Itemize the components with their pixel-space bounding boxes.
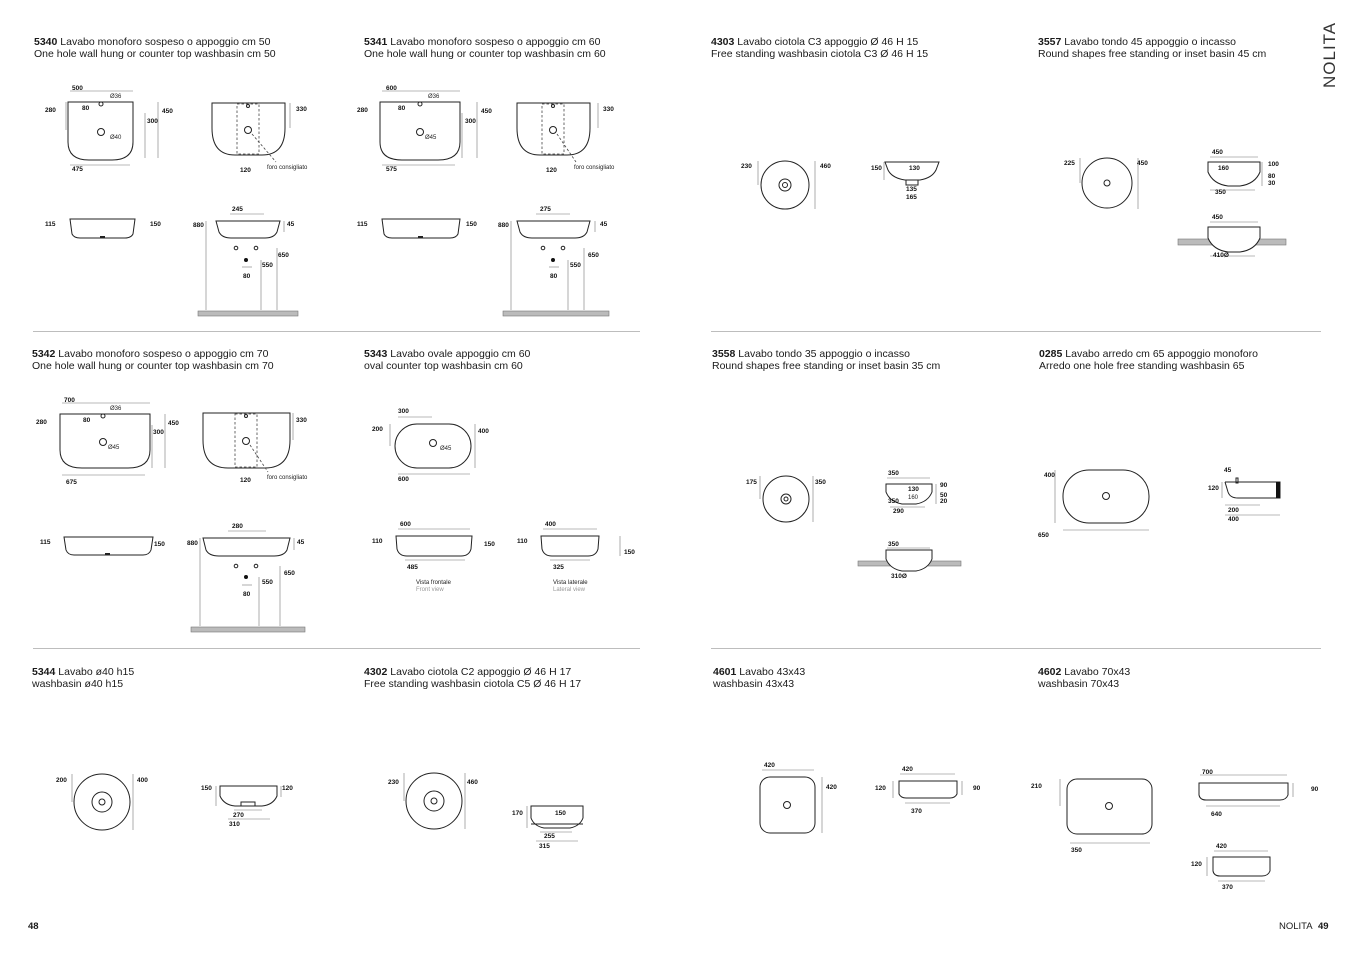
dim: 45 — [600, 221, 608, 228]
dim: 420 — [764, 762, 775, 769]
dim: 45 — [287, 221, 295, 228]
dim: 200 — [1228, 507, 1239, 514]
dim: 400 — [478, 428, 489, 435]
dim: 245 — [232, 206, 243, 213]
dim: 350 — [888, 470, 899, 477]
dim: 575 — [386, 166, 397, 173]
dim: 650 — [1038, 532, 1049, 539]
dim: 100 — [1268, 161, 1279, 168]
dim: 280 — [232, 523, 243, 530]
dim: 880 — [498, 222, 509, 229]
dim: 120 — [240, 477, 251, 484]
product-name-it: Lavabo monoforo sospeso o appoggio cm 70 — [58, 348, 269, 360]
dim: 280 — [45, 107, 56, 114]
dim: 700 — [1202, 769, 1213, 776]
dim: 175 — [746, 479, 757, 486]
dim: 420 — [902, 766, 913, 773]
dim: 330 — [603, 106, 614, 113]
drawing-5340-front-view — [45, 219, 161, 238]
brand-logo-vertical: NOLITA — [1320, 21, 1339, 89]
dim: 400 — [1228, 516, 1239, 523]
dim: 225 — [1064, 160, 1075, 167]
dim: 650 — [588, 252, 599, 259]
product-name-it: Lavabo 43x43 — [739, 666, 806, 678]
drawing-0285 — [1038, 467, 1280, 539]
lateral-view-label: Vista laterale — [553, 580, 588, 586]
dim: 450 — [168, 420, 179, 427]
product-name-en: Round shapes free standing or inset basin 35 cm — [712, 360, 941, 372]
dim: 200 — [56, 777, 67, 784]
product-code: 3557 — [1038, 36, 1062, 48]
dim: 110 — [372, 538, 383, 545]
dim: 150 — [150, 221, 161, 228]
dim: 135 — [906, 186, 917, 193]
product-name-en: washbasin 70x43 — [1038, 678, 1120, 690]
dim: 370 — [911, 808, 922, 815]
dim: 370 — [1222, 884, 1233, 891]
dim: Ø45 — [425, 135, 437, 141]
dim: 30 — [1268, 180, 1276, 187]
dim: 80 — [398, 105, 406, 112]
dim: 460 — [467, 779, 478, 786]
product-code: 4602 — [1038, 666, 1062, 678]
dim: 880 — [187, 540, 198, 547]
dim: 650 — [284, 570, 295, 577]
dim: 80 — [243, 273, 251, 280]
dim: 150 — [555, 810, 566, 817]
dim: 90 — [973, 785, 981, 792]
dim: 400 — [545, 521, 556, 528]
dim: 600 — [398, 476, 409, 483]
dim: 315 — [539, 843, 550, 850]
dim: 550 — [262, 579, 273, 586]
dim: 280 — [36, 419, 47, 426]
dim: 330 — [296, 106, 307, 113]
dim: Ø36 — [110, 94, 122, 100]
dim: 255 — [544, 833, 555, 840]
dim: 230 — [388, 779, 399, 786]
product-name-en: washbasin 43x43 — [713, 678, 795, 690]
dim: 420 — [1216, 843, 1227, 850]
product-code: 5340 — [34, 36, 58, 48]
product-name-en: One hole wall hung or counter top washbasin cm 50 — [34, 48, 276, 60]
dim: Ø45 — [440, 446, 452, 452]
dim: 120 — [240, 167, 251, 174]
dim: 350 — [815, 479, 826, 486]
dim: 600 — [386, 85, 397, 92]
product-code: 4303 — [711, 36, 735, 48]
product-name-en: Round shapes free standing or inset basin 45 cm — [1038, 48, 1267, 60]
dim: Ø36 — [428, 94, 440, 100]
drawing-3558 — [746, 470, 961, 580]
dim: 460 — [820, 163, 831, 170]
product-name-it: Lavabo tondo 45 appoggio o incasso — [1064, 36, 1236, 48]
foro-label: foro consigliato — [267, 165, 308, 171]
dim: Ø40 — [110, 135, 122, 141]
dim: 350 — [888, 498, 899, 505]
dim: 150 — [624, 549, 635, 556]
dim: 160 — [1218, 165, 1229, 172]
dim: 275 — [540, 206, 551, 213]
dim: 230 — [741, 163, 752, 170]
dim: 550 — [262, 262, 273, 269]
drawing-5341-top-view — [357, 85, 492, 173]
product-code: 5343 — [364, 348, 388, 360]
foro-label: foro consigliato — [574, 165, 615, 171]
drawing-4602 — [1031, 769, 1319, 891]
product-code: 4302 — [364, 666, 388, 678]
dim: 300 — [465, 118, 476, 125]
drawing-4302 — [388, 773, 583, 850]
drawing-5340-installation — [193, 206, 298, 316]
dim: 310Ø — [891, 573, 907, 580]
dim: 120 — [282, 785, 293, 792]
dim: 80 — [83, 417, 91, 424]
product-name-it: Lavabo 70x43 — [1064, 666, 1131, 678]
drawing-5340-top-view — [45, 85, 173, 173]
drawing-5341-front-view — [357, 219, 477, 238]
dim: 400 — [137, 777, 148, 784]
product-name-it: Lavabo monoforo sospeso o appoggio cm 50 — [60, 36, 271, 48]
dim: 600 — [400, 521, 411, 528]
dim: 120 — [875, 785, 886, 792]
front-view-label: Vista frontale — [416, 580, 451, 586]
drawing-5343 — [372, 408, 635, 593]
dim: 350 — [1215, 189, 1226, 196]
dim: 350 — [1071, 847, 1082, 854]
drawing-5342-back-view — [203, 413, 308, 484]
dim: 90 — [940, 482, 948, 489]
dim: 475 — [72, 166, 83, 173]
dim: 420 — [826, 784, 837, 791]
page-number-right: 49 — [1318, 921, 1329, 932]
dim: 120 — [546, 167, 557, 174]
dim: 350 — [888, 541, 899, 548]
drawing-5342-installation — [187, 523, 305, 632]
dim: 210 — [1031, 783, 1042, 790]
product-code: 5341 — [364, 36, 388, 48]
product-name-it: Lavabo monoforo sospeso o appoggio cm 60 — [390, 36, 601, 48]
product-code: 5344 — [32, 666, 56, 678]
dim: 130 — [909, 165, 920, 172]
dim: 325 — [553, 564, 564, 571]
product-name-en: One hole wall hung or counter top washbasin cm 60 — [364, 48, 606, 60]
dim: 300 — [153, 429, 164, 436]
drawing-5340-back-view — [212, 103, 308, 174]
page-number-left: 48 — [28, 921, 39, 932]
dim: 160 — [908, 495, 919, 501]
dim: 450 — [1137, 160, 1148, 167]
product-name-en: Arredo one hole free standing washbasin 65 — [1039, 360, 1245, 372]
product-name-en: oval counter top washbasin cm 60 — [364, 360, 523, 372]
dim: 310 — [229, 821, 240, 828]
dim: 80 — [1268, 173, 1276, 180]
dim: 290 — [893, 508, 904, 515]
dim: 485 — [407, 564, 418, 571]
dim: 170 — [512, 810, 523, 817]
dim: 700 — [64, 397, 75, 404]
dim: 880 — [193, 222, 204, 229]
dim: 150 — [484, 541, 495, 548]
product-code: 3558 — [712, 348, 736, 360]
dim: 80 — [82, 105, 90, 112]
dim: Ø36 — [110, 406, 122, 412]
dim: 550 — [570, 262, 581, 269]
dim: 300 — [398, 408, 409, 415]
dim: 650 — [278, 252, 289, 259]
drawing-5341-installation — [498, 206, 609, 316]
drawing-5342-top-view — [36, 397, 179, 486]
foro-label: foro consigliato — [267, 475, 308, 481]
product-code: 5342 — [32, 348, 56, 360]
product-name-it: Lavabo ciotola C3 appoggio Ø 46 H 15 — [737, 36, 919, 48]
dim: 330 — [296, 417, 307, 424]
dim: 270 — [233, 812, 244, 819]
dim: 45 — [297, 539, 305, 546]
dim: 410Ø — [1213, 252, 1229, 259]
dim: 165 — [906, 194, 917, 201]
dim: 80 — [550, 273, 558, 280]
dim: 400 — [1044, 472, 1055, 479]
drawing-5342-front-view — [40, 537, 165, 555]
product-code: 0285 — [1039, 348, 1063, 360]
dim: 300 — [147, 118, 158, 125]
product-name-it: Lavabo ø40 h15 — [58, 666, 135, 678]
lateral-view-label-en: Lateral view — [553, 587, 586, 593]
dim: 90 — [1311, 786, 1319, 793]
dim: 675 — [66, 479, 77, 486]
dim: 120 — [1208, 485, 1219, 492]
dim: 450 — [162, 108, 173, 115]
drawing-4303 — [741, 161, 939, 209]
dim: 450 — [481, 108, 492, 115]
footer-brand: NOLITA — [1279, 921, 1313, 932]
dim: 280 — [357, 107, 368, 114]
product-name-it: Lavabo ciotola C2 appoggio Ø 46 H 17 — [390, 666, 572, 678]
dim: 450 — [1212, 214, 1223, 221]
dim: 110 — [517, 538, 528, 545]
dim: 120 — [1191, 861, 1202, 868]
dim: 115 — [357, 221, 368, 228]
drawing-5344 — [56, 774, 293, 830]
dim: 50 — [940, 492, 948, 499]
drawing-3557 — [1064, 149, 1286, 259]
dim: 150 — [871, 165, 882, 172]
dim: 150 — [466, 221, 477, 228]
dim: 130 — [908, 486, 919, 493]
product-name-it: Lavabo tondo 35 appoggio o incasso — [738, 348, 910, 360]
dim: 80 — [243, 591, 251, 598]
product-name-en: Free standing washbasin ciotola C5 Ø 46 H 17 — [364, 678, 582, 690]
dim: 150 — [154, 541, 165, 548]
product-code: 4601 — [713, 666, 737, 678]
dim: 450 — [1212, 149, 1223, 156]
drawing-4601 — [760, 762, 981, 833]
dim: 200 — [372, 426, 383, 433]
dim: 640 — [1211, 811, 1222, 818]
dim: 115 — [45, 221, 56, 228]
dim: 115 — [40, 539, 51, 546]
product-name-it: Lavabo ovale appoggio cm 60 — [390, 348, 531, 360]
product-name-en: One hole wall hung or counter top washbasin cm 70 — [32, 360, 274, 372]
dim: 45 — [1224, 467, 1232, 474]
product-name-it: Lavabo arredo cm 65 appoggio monoforo — [1065, 348, 1258, 360]
product-name-en: Free standing washbasin ciotola C3 Ø 46 H 15 — [711, 48, 929, 60]
product-name-en: washbasin ø40 h15 — [32, 678, 124, 690]
dim: 20 — [940, 498, 948, 505]
dim: 150 — [201, 785, 212, 792]
drawing-5341-back-view — [517, 103, 615, 174]
dim: Ø45 — [108, 445, 120, 451]
dim: 500 — [72, 85, 83, 92]
front-view-label-en: Front view — [416, 587, 444, 593]
